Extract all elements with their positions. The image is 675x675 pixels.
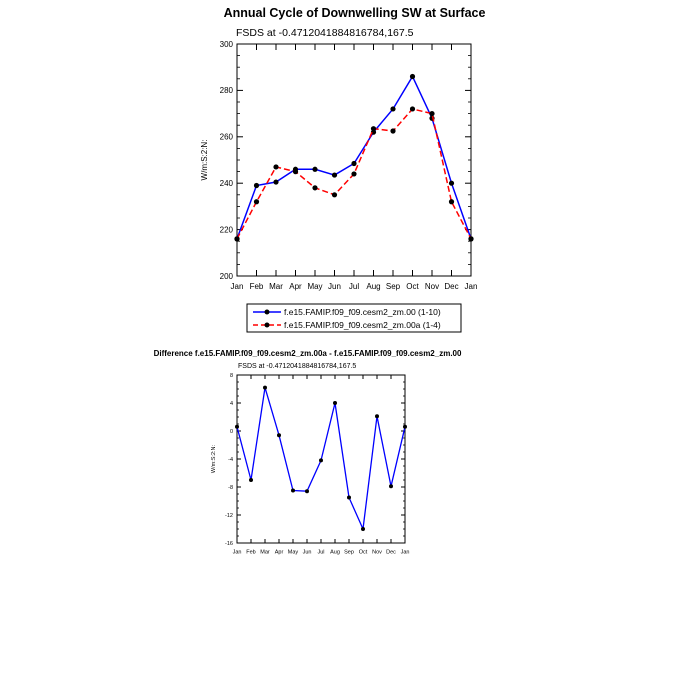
diff-x-tick-label: Mar <box>260 549 270 556</box>
main-series-1-point <box>390 128 395 133</box>
main-x-tick-label: Aug <box>366 282 381 291</box>
diff-x-tick-label: Nov <box>372 549 382 556</box>
main-series-0-point <box>410 74 415 79</box>
main-y-tick-label: 300 <box>219 39 233 49</box>
diff-y-tick-label: 8 <box>229 372 233 379</box>
diff-series-0-point <box>319 458 323 462</box>
main-series-1-point <box>273 164 278 169</box>
diff-series-0-point <box>235 425 239 429</box>
main-series-1-point <box>371 126 376 131</box>
legend-label-0: f.e15.FAMIP.f09_f09.cesm2_zm.00 (1-10) <box>284 307 441 317</box>
main-series-1-point <box>254 199 259 204</box>
diff-x-tick-label: Sep <box>344 549 354 556</box>
diff-chart-subtitle: FSDS at -0.4712041884816784,167.5 <box>238 363 357 370</box>
main-y-axis-label: W/m:S:2:N: <box>200 139 209 181</box>
legend-label-1: f.e15.FAMIP.f09_f09.cesm2_zm.00a (1-4) <box>284 320 441 330</box>
diff-x-tick-label: Apr <box>274 549 284 556</box>
main-series-0-point <box>449 181 454 186</box>
diff-x-tick-label: Aug <box>330 549 340 556</box>
diff-x-tick-label: Jan <box>232 549 242 556</box>
main-series-0-point <box>312 167 317 172</box>
main-plot-frame <box>237 44 471 276</box>
main-x-tick-label: Jul <box>348 282 360 291</box>
diff-x-tick-label: Jan <box>400 549 410 556</box>
main-y-tick-label: 200 <box>219 271 233 281</box>
main-series-1-point <box>332 192 337 197</box>
diff-y-tick-label: -8 <box>228 484 233 491</box>
main-y-tick-label: 260 <box>219 132 233 142</box>
diff-series-0-point <box>347 496 351 500</box>
main-x-tick-label: Jan <box>230 282 244 291</box>
diff-x-tick-label: May <box>287 549 299 556</box>
main-x-tick-label: Jun <box>328 282 341 291</box>
diff-series-0-point <box>361 527 365 531</box>
main-series-1-point <box>312 185 317 190</box>
diff-x-tick-label: Jul <box>317 549 325 556</box>
main-series-0-point <box>351 161 356 166</box>
main-x-tick-label: Nov <box>424 282 440 291</box>
diff-x-tick-label: Jun <box>302 549 312 556</box>
main-x-tick-label: Feb <box>249 282 264 291</box>
diff-y-tick-label: -4 <box>228 456 233 463</box>
diff-chart-title: Difference f.e15.FAMIP.f09_f09.cesm2_zm.00a - f.e15.FAMIP.f09_f09.cesm2_zm.00 <box>153 349 462 358</box>
main-series-1-point <box>429 111 434 116</box>
main-y-tick-label: 220 <box>219 225 233 235</box>
diff-y-tick-label: 4 <box>229 400 233 407</box>
diff-series-0-point <box>375 414 379 418</box>
main-y-tick-label: 240 <box>219 179 233 188</box>
diff-series-0-point <box>389 484 393 488</box>
diff-y-tick-label: 0 <box>229 428 233 435</box>
diff-x-tick-label: Oct <box>358 549 368 556</box>
main-series-1-point <box>234 236 239 241</box>
diff-y-tick-label: -16 <box>225 540 233 547</box>
main-x-tick-label: May <box>307 282 323 291</box>
diff-series-0-point <box>277 433 281 437</box>
diff-series-0-point <box>249 478 253 482</box>
diff-series-0-point <box>333 401 337 405</box>
diff-x-tick-label: Feb <box>246 549 256 556</box>
diff-y-tick-label: -12 <box>225 512 233 519</box>
main-series-1-point <box>449 199 454 204</box>
diff-x-tick-label: Dec <box>386 549 396 556</box>
legend-marker-1 <box>265 323 270 328</box>
diff-series-line-0 <box>237 388 405 529</box>
main-series-0-point <box>273 179 278 184</box>
main-x-tick-label: Mar <box>269 282 283 291</box>
chart-title: Annual Cycle of Downwelling SW at Surface <box>223 6 486 20</box>
diff-series-0-point <box>305 489 309 493</box>
main-series-1-point <box>351 171 356 176</box>
diff-series-0-point <box>403 425 407 429</box>
main-x-tick-label: Oct <box>406 282 419 291</box>
diff-series-0-point <box>291 489 295 493</box>
diff-y-axis-label: W/m:S:2:N: <box>211 444 217 474</box>
main-x-tick-label: Dec <box>444 282 459 291</box>
main-series-1-point <box>293 169 298 174</box>
main-series-1-point <box>468 236 473 241</box>
main-series-0-point <box>254 183 259 188</box>
chart-subtitle: FSDS at -0.4712041884816784,167.5 <box>236 27 414 39</box>
main-series-0-point <box>332 172 337 177</box>
main-x-tick-label: Apr <box>289 282 302 291</box>
main-series-line-0 <box>237 76 471 238</box>
main-series-1-point <box>410 106 415 111</box>
main-y-tick-label: 280 <box>219 86 233 96</box>
main-x-tick-label: Sep <box>385 282 401 291</box>
legend-marker-0 <box>265 310 270 315</box>
diff-series-0-point <box>263 386 267 390</box>
main-x-tick-label: Jan <box>464 282 478 291</box>
main-series-0-point <box>390 106 395 111</box>
